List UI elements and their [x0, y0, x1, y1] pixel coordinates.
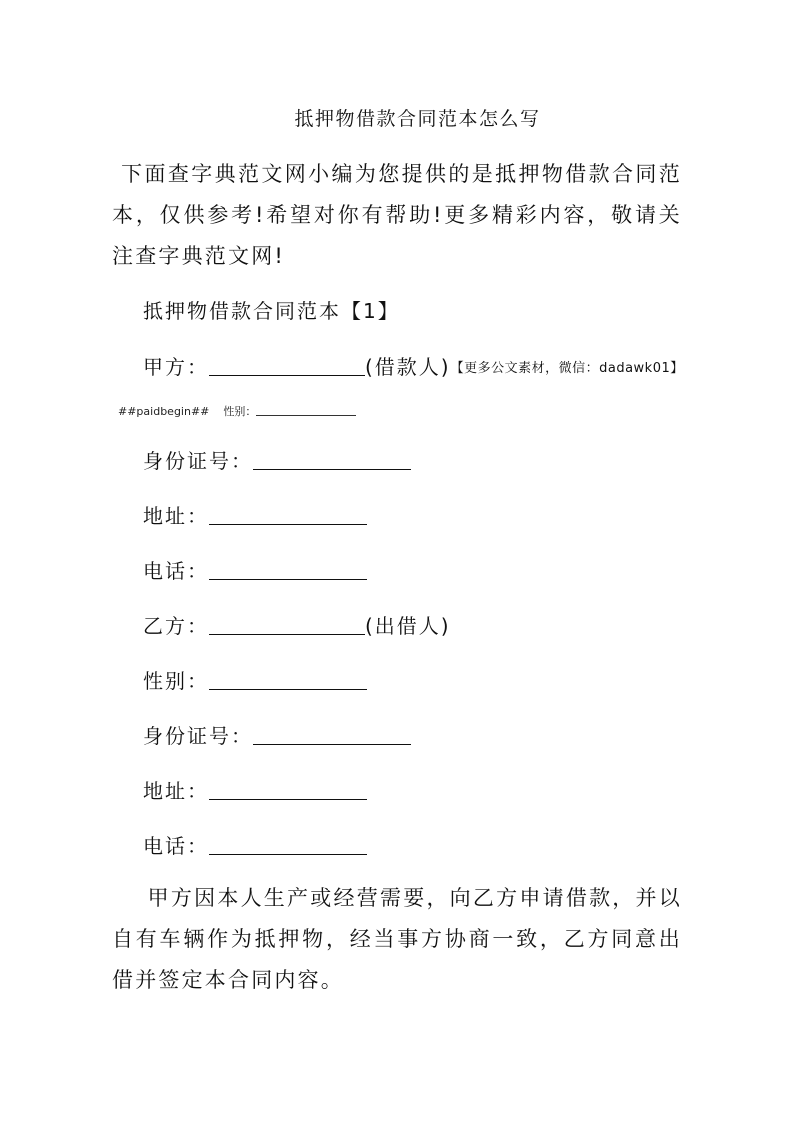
document-title: 抵押物借款合同范本怎么写	[294, 108, 541, 130]
paid-marker: ##paidbegin##	[118, 405, 210, 418]
party-a-label: 甲方：	[143, 355, 209, 379]
field-blank	[209, 502, 367, 525]
field-label: 地址：	[143, 504, 209, 528]
field-b-gender-line	[143, 667, 367, 695]
field-label: 性别：	[143, 669, 209, 693]
field-a-id-line	[143, 447, 411, 475]
closing-text: 甲方因本人生产或经营需要，向乙方申请借款，并以自有车辆作为抵押物，经当事方协商一致，乙方同意出借并签定本合同内容。	[112, 886, 682, 992]
party-b-label: 乙方：	[143, 614, 209, 638]
field-blank	[209, 832, 367, 855]
party-a-blank	[209, 353, 365, 376]
party-a-line	[143, 353, 684, 383]
intro-paragraph	[112, 154, 682, 277]
party-b-line	[143, 612, 451, 640]
field-blank	[209, 777, 367, 800]
field-blank	[253, 447, 411, 470]
field-label: 电话：	[143, 559, 209, 583]
field-blank	[253, 722, 411, 745]
field-blank	[209, 667, 367, 690]
field-blank	[209, 557, 367, 580]
field-label: 电话：	[143, 834, 209, 858]
field-label: 身份证号：	[143, 449, 253, 473]
promo-note: 【更多公文素材，微信：dadawk01】	[450, 361, 684, 376]
intro-text: 下面查字典范文网小编为您提供的是抵押物借款合同范本，仅供参考!希望对你有帮助!更多精彩内容，敬请关注查字典范文网!	[112, 162, 682, 268]
marker-gender-blank	[256, 405, 356, 416]
field-a-phone-line	[143, 557, 367, 585]
closing-paragraph	[112, 878, 682, 1001]
marker-line	[118, 403, 356, 419]
field-label: 身份证号：	[143, 724, 253, 748]
field-label: 地址：	[143, 779, 209, 803]
party-b-suffix: (出借人)	[365, 614, 451, 638]
field-b-id-line	[143, 722, 411, 750]
field-b-phone-line	[143, 832, 367, 860]
marker-gender-label: 性别：	[223, 405, 257, 418]
party-a-suffix: (借款人)	[365, 355, 451, 379]
party-b-blank	[209, 612, 365, 635]
section-heading: 抵押物借款合同范本【1】	[143, 299, 400, 323]
field-b-address-line	[143, 777, 367, 805]
field-a-address-line	[143, 502, 367, 530]
